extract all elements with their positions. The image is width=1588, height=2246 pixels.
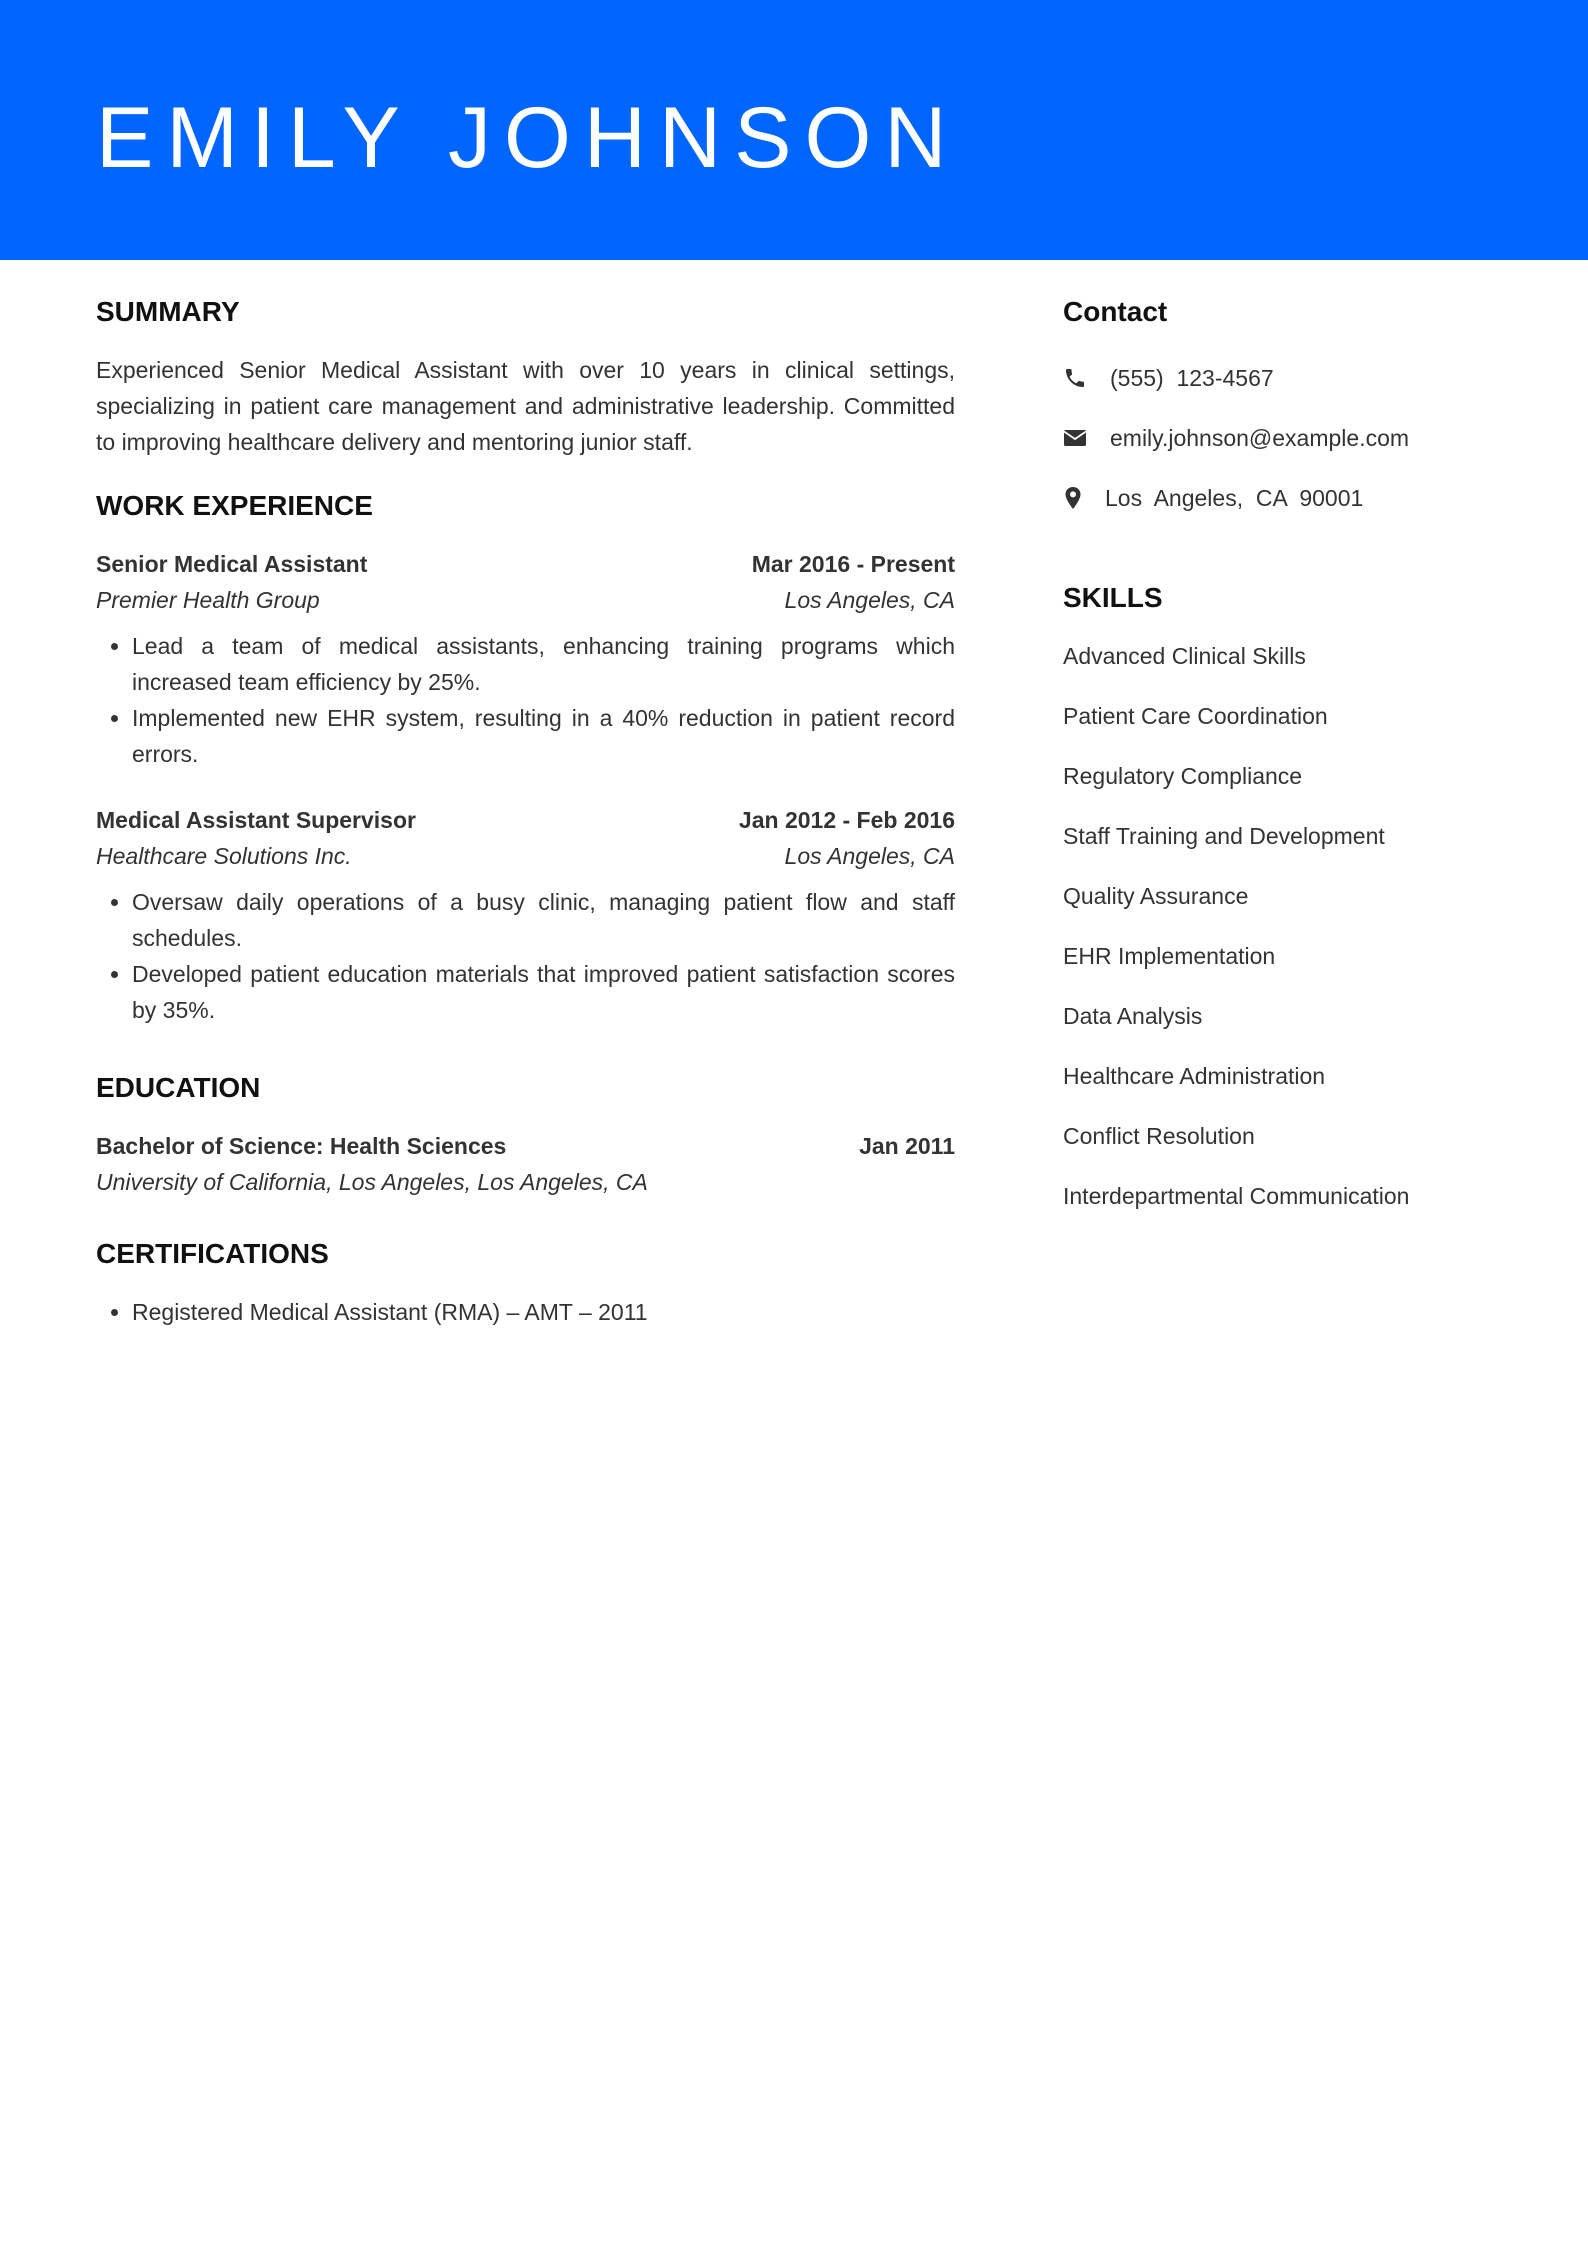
job-header bbox=[96, 546, 955, 582]
job-title: Senior Medical Assistant bbox=[96, 551, 368, 577]
skills-section bbox=[1063, 570, 1523, 1226]
job-bullet: • Implemented new EHR system, resulting in a 40% reduction in patient record errors. bbox=[132, 700, 955, 772]
job-title: Medical Assistant Supervisor bbox=[96, 807, 416, 833]
job-bullets bbox=[96, 628, 955, 772]
skills-heading: SKILLS bbox=[1063, 582, 1163, 613]
skill-item: Conflict Resolution bbox=[1063, 1123, 1255, 1149]
contact-section bbox=[1063, 284, 1523, 528]
skill-item: Interdepartmental Communication bbox=[1063, 1183, 1410, 1209]
education-header bbox=[96, 1128, 955, 1164]
job-company: Healthcare Solutions Inc. bbox=[96, 843, 352, 869]
skill-item: EHR Implementation bbox=[1063, 943, 1276, 969]
envelope-icon bbox=[1063, 424, 1091, 452]
contact-phone bbox=[1063, 348, 1523, 408]
main-column bbox=[96, 284, 955, 1330]
skill-item: Patient Care Coordination bbox=[1063, 703, 1328, 729]
job-header bbox=[96, 802, 955, 838]
certifications-section bbox=[96, 1226, 955, 1330]
education-entry bbox=[96, 1128, 955, 1200]
education-heading: EDUCATION bbox=[96, 1072, 261, 1103]
job-entry bbox=[96, 802, 955, 1028]
header-banner bbox=[0, 0, 1588, 260]
degree-name: Bachelor of Science: Health Sciences bbox=[96, 1133, 507, 1159]
experience-heading: WORK EXPERIENCE bbox=[96, 490, 373, 521]
skill-item: Staff Training and Development bbox=[1063, 823, 1385, 849]
summary-section bbox=[96, 284, 955, 460]
job-dates: Mar 2016 - Present bbox=[751, 551, 955, 577]
summary-heading: SUMMARY bbox=[96, 296, 240, 327]
job-subheader bbox=[96, 582, 955, 618]
certifications-heading: CERTIFICATIONS bbox=[96, 1238, 329, 1269]
job-company: Premier Health Group bbox=[96, 587, 320, 613]
contact-heading: Contact bbox=[1063, 296, 1168, 327]
job-dates: Jan 2012 - Feb 2016 bbox=[738, 807, 955, 833]
education-subheader bbox=[96, 1164, 955, 1200]
education-date: Jan 2011 bbox=[859, 1133, 955, 1159]
phone-icon bbox=[1063, 364, 1091, 392]
job-entry bbox=[96, 546, 955, 772]
skill-item: Quality Assurance bbox=[1063, 883, 1249, 909]
contact-email bbox=[1063, 408, 1523, 468]
skill-item: Regulatory Compliance bbox=[1063, 763, 1303, 789]
contact-list bbox=[1063, 348, 1523, 528]
skill-item: Data Analysis bbox=[1063, 1003, 1203, 1029]
certification-item: • Registered Medical Assistant (RMA) – AMT – 2011 bbox=[132, 1294, 955, 1330]
education-section bbox=[96, 1060, 955, 1200]
job-bullet: • Oversaw daily operations of a busy clinic, managing patient flow and staff schedules. bbox=[132, 884, 955, 956]
job-location: Los Angeles, CA bbox=[784, 587, 955, 613]
skills-list bbox=[1063, 626, 1523, 1226]
job-location: Los Angeles, CA bbox=[784, 843, 955, 869]
email-text: emily.johnson@example.com bbox=[1110, 425, 1410, 451]
school-name: University of California, Los Angeles, Los Angeles, CA bbox=[96, 1169, 648, 1195]
skill-item: Advanced Clinical Skills bbox=[1063, 643, 1306, 669]
job-bullets bbox=[96, 884, 955, 1028]
location-text: Los Angeles, CA 90001 bbox=[1105, 485, 1364, 511]
job-bullet: • Developed patient education materials that improved patient satisfaction scores by 35%. bbox=[132, 956, 955, 1028]
sidebar-column bbox=[1063, 284, 1523, 1226]
contact-location bbox=[1063, 468, 1523, 528]
skill-item: Healthcare Administration bbox=[1063, 1063, 1326, 1089]
job-bullet: • Lead a team of medical assistants, enhancing training programs which increased team efficiency by 25%. bbox=[132, 628, 955, 700]
candidate-name: EMILY JOHNSON bbox=[96, 90, 960, 186]
summary-text: Experienced Senior Medical Assistant with over 10 years in clinical settings, specializing in patient care management and administrative leadership. Committed to improving healthcare delivery and mentoring junior staff. bbox=[96, 357, 955, 455]
job-subheader bbox=[96, 838, 955, 874]
phone-text: (555) 123-4567 bbox=[1110, 365, 1274, 391]
experience-section bbox=[96, 478, 955, 1028]
certifications-list bbox=[96, 1294, 955, 1330]
map-marker-icon bbox=[1063, 484, 1091, 512]
